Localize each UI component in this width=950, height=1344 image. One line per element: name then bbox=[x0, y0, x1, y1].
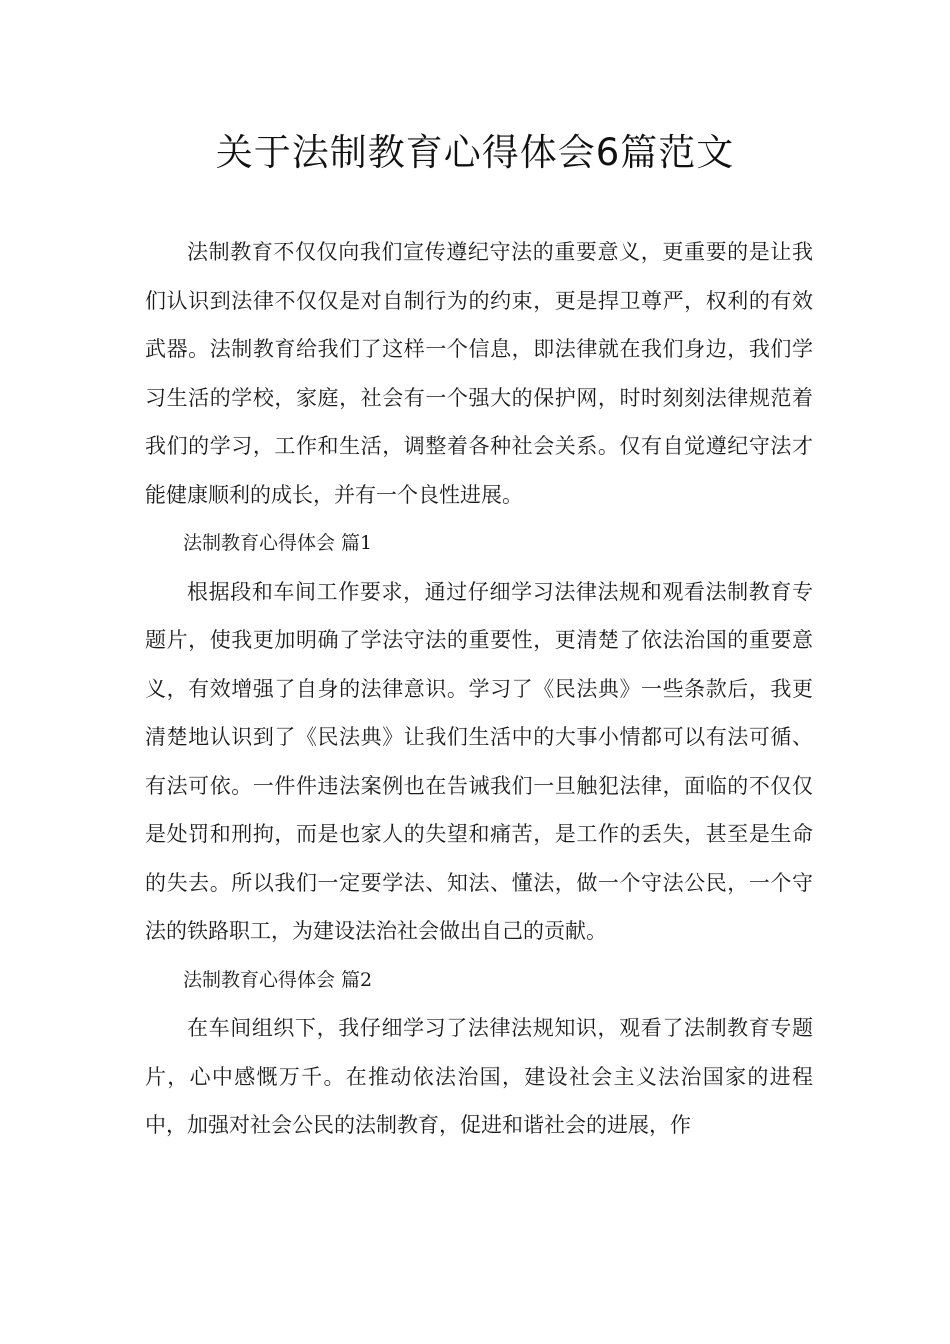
paragraph-section-1: 根据段和车间工作要求，通过仔细学习法律法规和观看法制教育专题片，使我更加明确了学法守法的重要性，更清楚了依法治国的重要意义，有效增强了自身的法律意识。学习了《民法典》一些条款后，我更清楚地认识到了《民法典》让我们生活中的大事小情都可以有法可循、有法可依。一件件违法案例也在告诫我们一旦触犯法律，面临的不仅仅是处罚和刑拘，而是也家人的失望和痛苦，是工作的丢失，甚至是生命的失去。所以我们一定要学法、知法、懂法，做一个守法公民，一个守法的铁路职工，为建设法治社会做出自己的贡献。 bbox=[145, 579, 813, 943]
document-body bbox=[145, 228, 813, 1150]
paragraph-section-2: 在车间组织下，我仔细学习了法律法规知识，观看了法制教育专题片，心中感慨万千。在推动依法治国，建设社会主义法治国家的进程中，加强对社会公民的法制教育，促进和谐社会的进展，作 bbox=[145, 1016, 813, 1137]
document-title: 关于法制教育心得体会6篇范文 bbox=[215, 131, 735, 174]
section-heading-2: 法制教育心得体会 篇2 bbox=[183, 968, 373, 991]
section-heading-1: 法制教育心得体会 篇1 bbox=[183, 532, 373, 554]
paragraph-intro: 法制教育不仅仅向我们宣传遵纪守法的重要意义，更重要的是让我们认识到法律不仅仅是对自制行为的约束，更是捍卫尊严，权利的有效武器。法制教育给我们了这样一个信息，即法律就在我们身边，我们学习生活的学校，家庭，社会有一个强大的保护网，时时刻刻法律规范着我们的学习，工作和生活，调整着各种社会关系。仅有自觉遵纪守法才能健康顺利的成长，并有一个良性进展。 bbox=[145, 240, 813, 507]
